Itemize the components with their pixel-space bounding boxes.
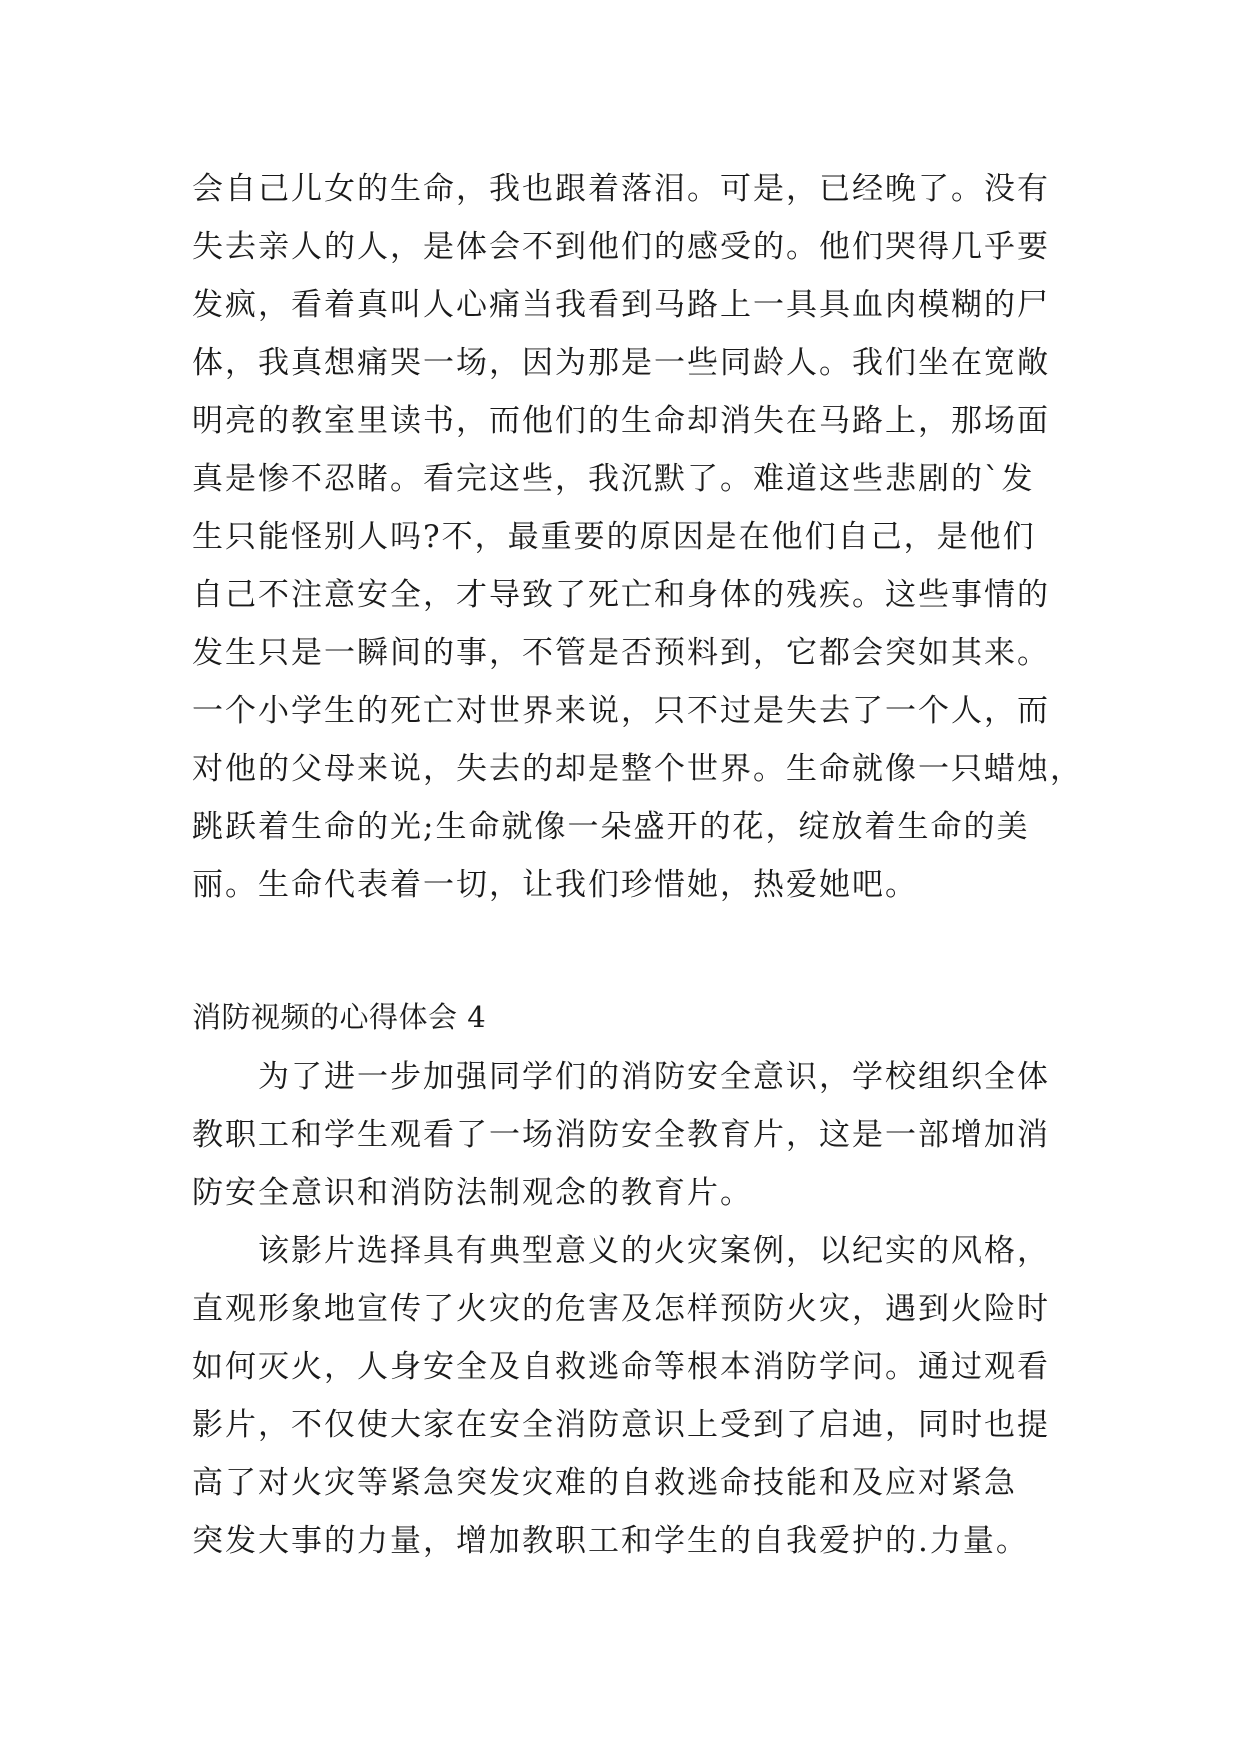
paragraph-2 bbox=[192, 1048, 1062, 1222]
document-body bbox=[192, 160, 1083, 1570]
text-line: 为了进一步加强同学们的消防安全意识，学校组织全体 bbox=[192, 1059, 1050, 1095]
text-line: 如何灭火，人身安全及自救逃命等根本消防学问。通过观看 bbox=[192, 1349, 1050, 1385]
text-line: 真是惨不忍睹。看完这些，我沉默了。难道这些悲剧的`发 bbox=[192, 461, 1035, 497]
text-line: 影片，不仅使大家在安全消防意识上受到了启迪，同时也提 bbox=[192, 1407, 1050, 1443]
text-line: 防安全意识和消防法制观念的教育片。 bbox=[192, 1175, 753, 1211]
text-line: 失去亲人的人，是体会不到他们的感受的。他们哭得几乎要 bbox=[192, 229, 1050, 265]
text-line: 高了对火灾等紧急突发灾难的自救逃命技能和及应对紧急 bbox=[192, 1465, 1017, 1501]
text-line: 对他的父母来说，失去的却是整个世界。生命就像一只蜡烛， bbox=[192, 751, 1083, 787]
text-line: 明亮的教室里读书，而他们的生命却消失在马路上，那场面 bbox=[192, 403, 1050, 439]
text-line: 丽。生命代表着一切，让我们珍惜她，热爱她吧。 bbox=[192, 867, 918, 903]
section-gap bbox=[192, 914, 1062, 986]
text-line: 会自己儿女的生命，我也跟着落泪。可是，已经晚了。没有 bbox=[192, 171, 1050, 207]
text-line: 教职工和学生观看了一场消防安全教育片，这是一部增加消 bbox=[192, 1117, 1050, 1153]
text-line: 自己不注意安全，才导致了死亡和身体的残疾。这些事情的 bbox=[192, 577, 1050, 613]
paragraph-3 bbox=[192, 1222, 1062, 1570]
text-line: 生只能怪别人吗?不，最重要的原因是在他们自己，是他们 bbox=[192, 519, 1036, 555]
paragraph-1 bbox=[192, 160, 1083, 914]
section-heading: 消防视频的心得体会 4 bbox=[192, 1000, 487, 1034]
text-line: 体，我真想痛哭一场，因为那是一些同龄人。我们坐在宽敞 bbox=[192, 345, 1050, 381]
text-line: 直观形象地宣传了火灾的危害及怎样预防火灾，遇到火险时 bbox=[192, 1291, 1050, 1327]
text-line: 该影片选择具有典型意义的火灾案例，以纪实的风格， bbox=[192, 1233, 1050, 1269]
text-line: 发疯，看着真叫人心痛当我看到马路上一具具血肉模糊的尸 bbox=[192, 287, 1050, 323]
text-line: 突发大事的力量，增加教职工和学生的自我爱护的.力量。 bbox=[192, 1523, 1029, 1559]
text-line: 跳跃着生命的光;生命就像一朵盛开的花，绽放着生命的美 bbox=[192, 809, 1030, 845]
text-line: 一个小学生的死亡对世界来说，只不过是失去了一个人，而 bbox=[192, 693, 1050, 729]
text-line: 发生只是一瞬间的事，不管是否预料到，它都会突如其来。 bbox=[192, 635, 1050, 671]
